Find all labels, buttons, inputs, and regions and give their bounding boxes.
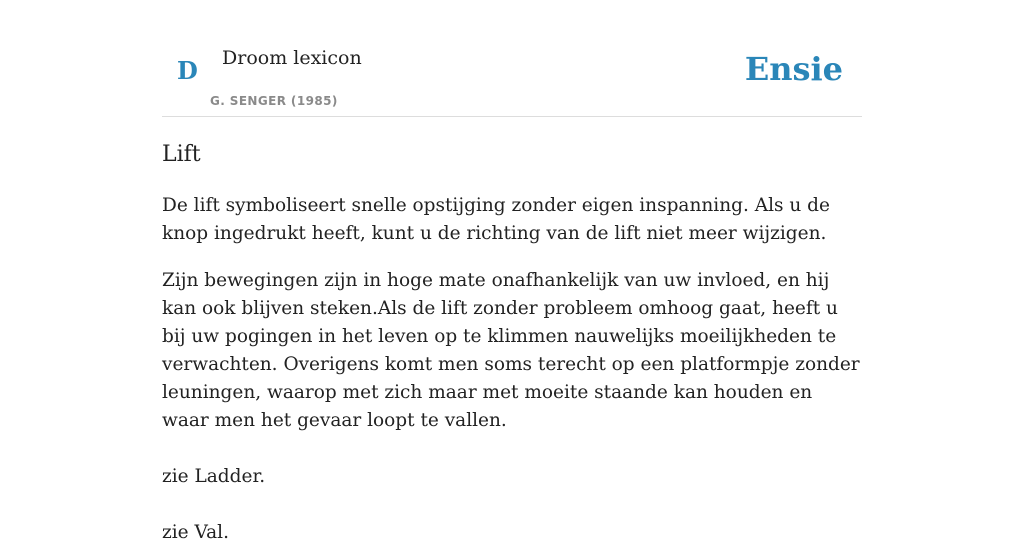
entry-content [162, 138, 862, 547]
book-title-link[interactable]: Droom lexicon [222, 47, 362, 69]
entry-paragraph: De lift symboliseert snelle opstijging zonder eigen inspanning. Als u de knop ingedrukt heeft, kunt u de richting van de lift niet meer wijzigen. [162, 195, 830, 244]
section-letter: D [177, 56, 198, 85]
ensie-logo-link[interactable]: Ensie [744, 50, 843, 88]
book-author: G. SENGER (1985) [210, 94, 338, 108]
source-header [162, 0, 862, 117]
see-also-ladder [162, 463, 862, 491]
entry-title: Lift [162, 142, 201, 167]
entry-paragraph: Zijn bewegingen zijn in hoge mate onafhankelijk van uw invloed, en hij kan ook blijven steken.Als de lift zonder probleem omhoog gaat, heeft u bij uw pogingen in het leven op te klimmen nauwelijks moeilijkheden te verwachten. Overigens komt men soms terecht op een platformpje zonder leuningen, waarop met zich maar met moeite staande kan houden en waar men het gevaar loopt te vallen. [162, 270, 860, 431]
see-also-ladder-link[interactable]: zie Ladder. [162, 466, 266, 487]
see-also-val-link[interactable]: zie Val. [162, 522, 229, 543]
see-also-val [162, 519, 862, 547]
